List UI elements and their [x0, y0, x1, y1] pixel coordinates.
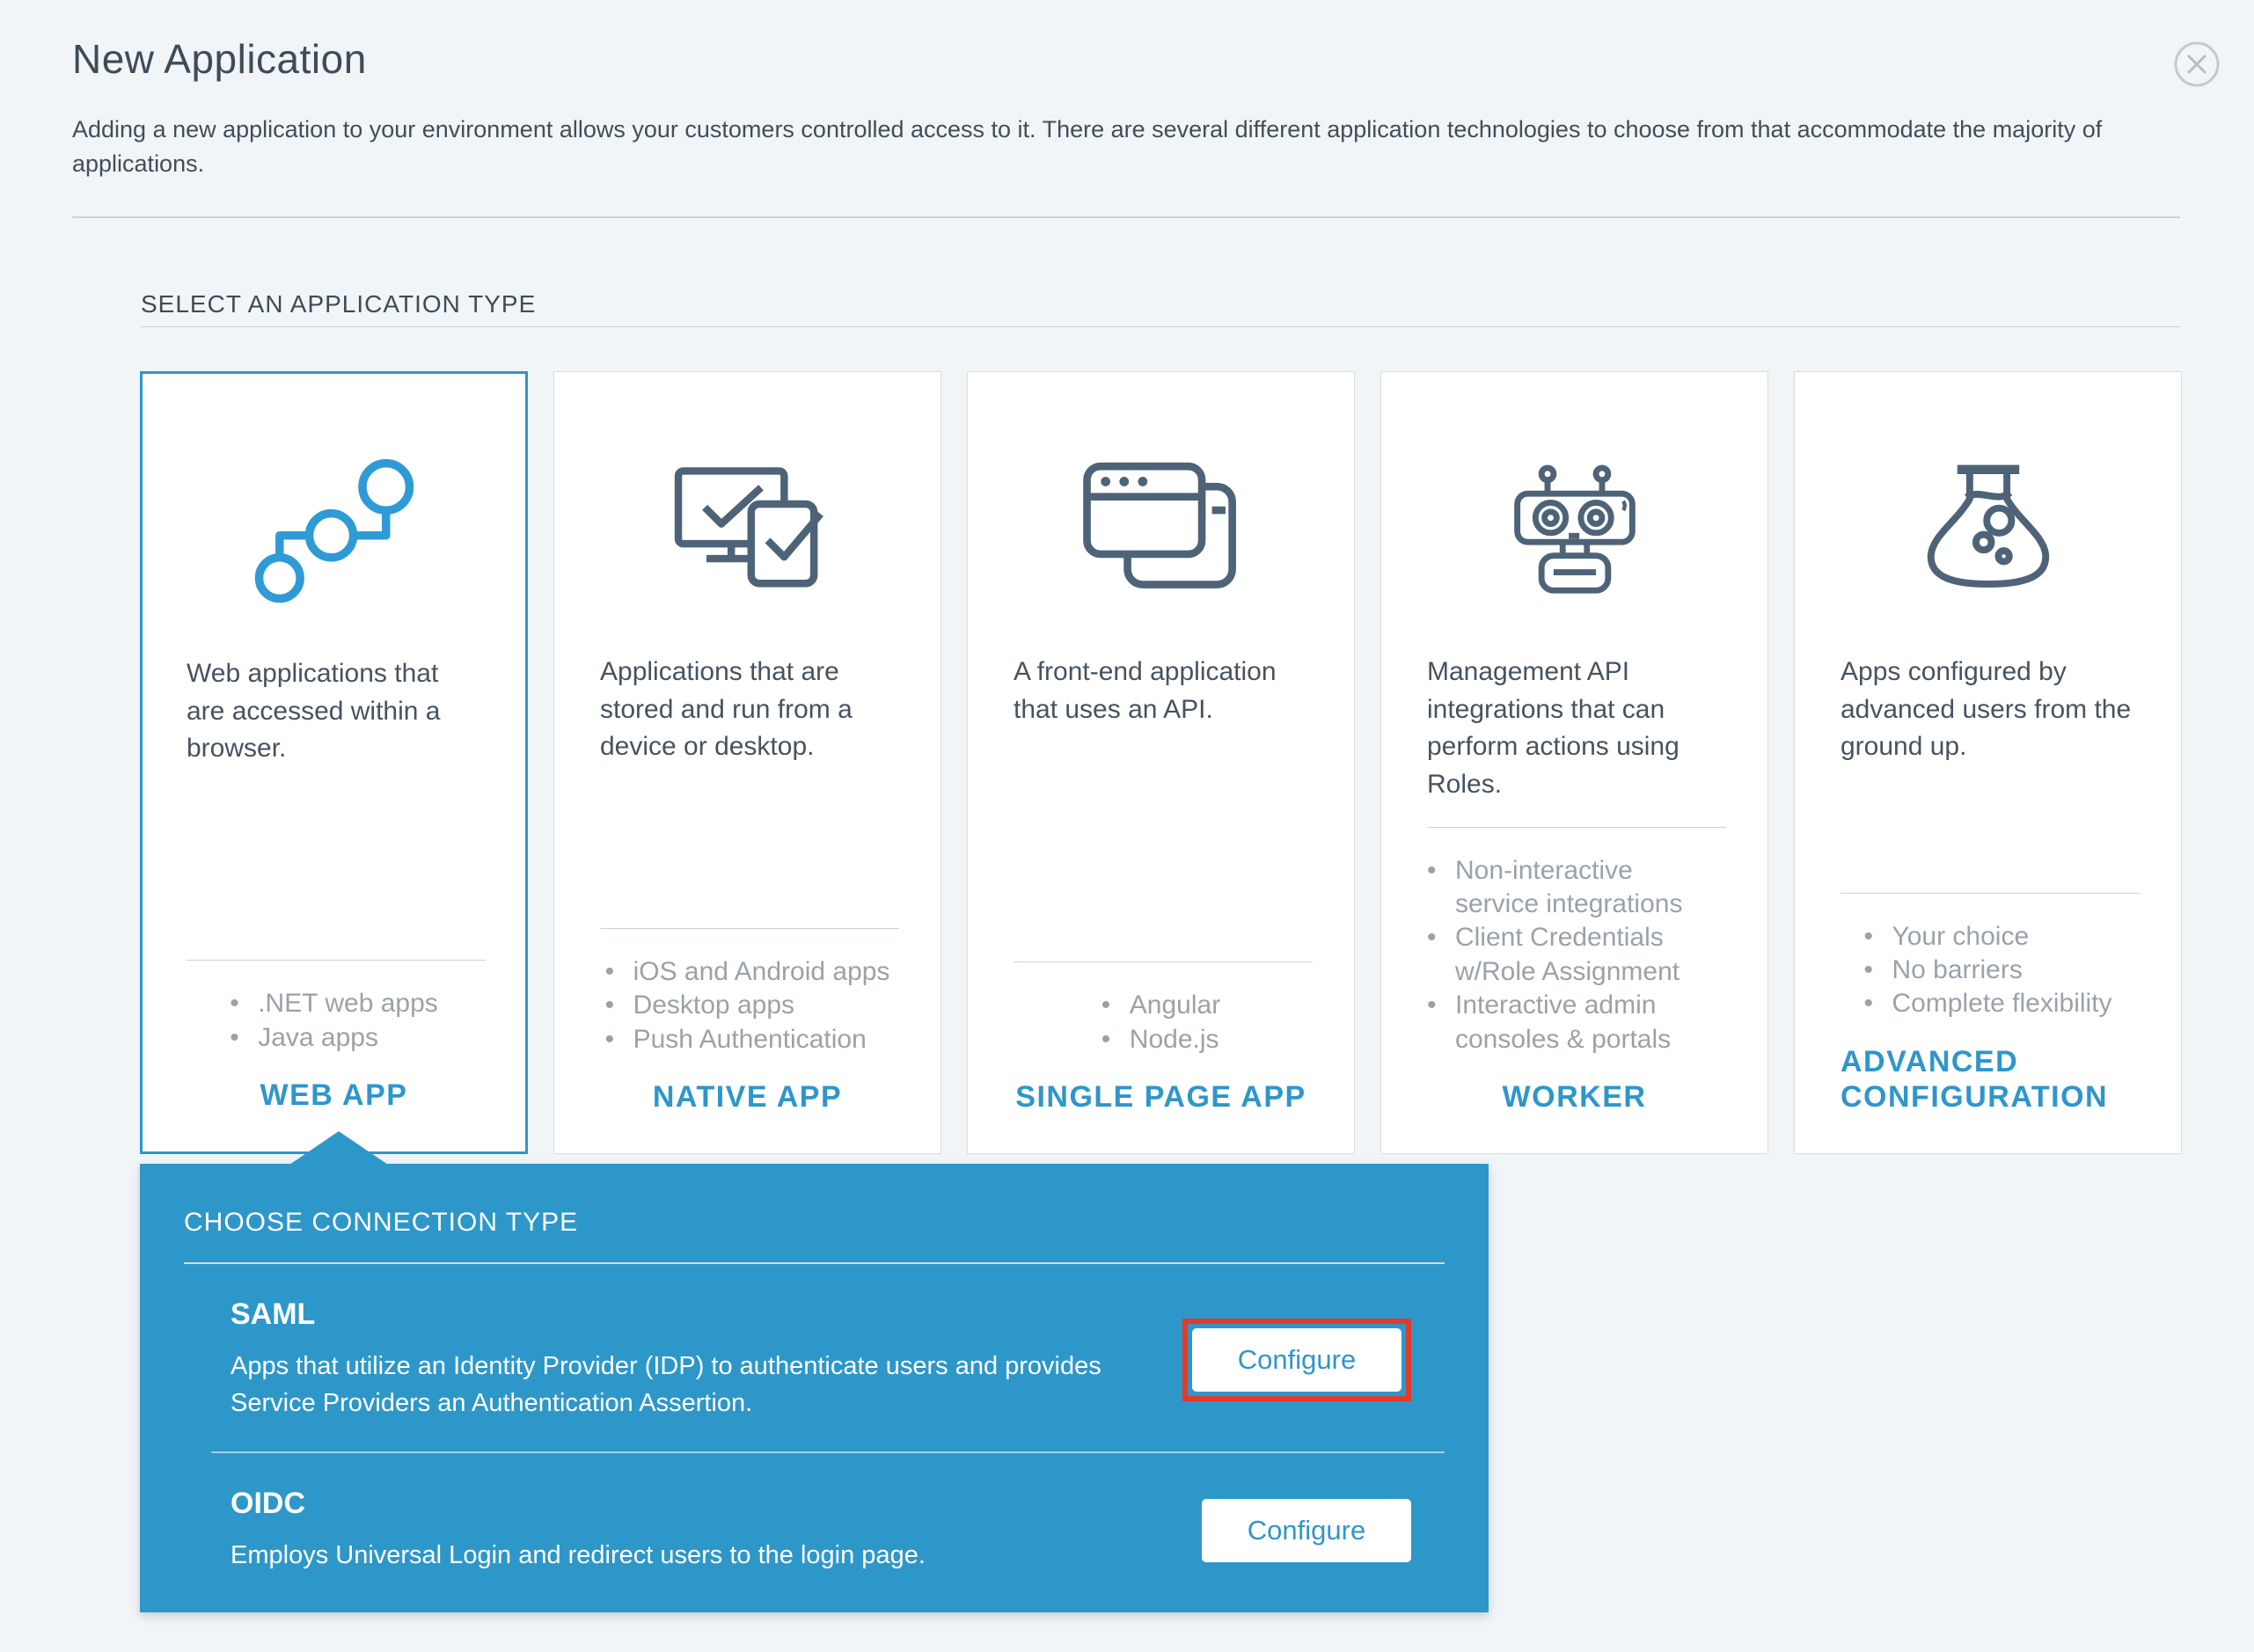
close-button[interactable]: [2173, 40, 2221, 88]
card-single-page-app[interactable]: [967, 371, 1355, 1154]
oidc-option-description: Employs Universal Login and redirect users to the login page.: [231, 1541, 926, 1570]
card-bullet-list: [1101, 989, 1220, 1056]
bullet-item: • No barriers: [1863, 954, 2111, 987]
oidc-configure-button[interactable]: Configure: [1202, 1499, 1411, 1562]
bullet-item: • .NET web apps: [230, 987, 438, 1020]
bullet-item: • Java apps: [230, 1021, 438, 1055]
card-divider: [187, 960, 486, 961]
card-bullet-list: [1427, 854, 1722, 1056]
card-description: Web applications that are accessed within a browser.: [187, 659, 441, 764]
saml-option-description: Apps that utilize an Identity Provider (IDP) to authenticate users and provides Service Providers an Authentication Assertion.: [231, 1352, 1101, 1418]
section-heading: SELECT AN APPLICATION TYPE: [141, 290, 537, 318]
devices-check-icon: [600, 423, 895, 641]
card-description: Applications that are stored and run from a device or desktop.: [600, 657, 853, 762]
bullet-item: • Client Credentials w/Role Assignment: [1427, 921, 1722, 989]
card-web-app[interactable]: [140, 371, 528, 1154]
bullet-item: • Non-interactive service integrations: [1427, 854, 1722, 922]
bullet-item: • Node.js: [1101, 1023, 1220, 1056]
dialog-description: Adding a new application to your environment allows your customers controlled access to it. There are several different application technologies to choose from that accommodate the majority of applications.: [72, 116, 2103, 178]
bullet-item: • Interactive admin consoles & portals: [1427, 989, 1722, 1056]
card-divider: [1427, 827, 1726, 828]
panel-caret-up: [289, 1131, 388, 1165]
card-description: A front-end application that uses an API.: [1014, 657, 1277, 724]
bullet-item: • Angular: [1101, 989, 1220, 1022]
browser-windows-icon: [1014, 423, 1308, 641]
page-title: New Application: [72, 36, 367, 82]
card-native-app[interactable]: [553, 371, 941, 1154]
bullet-item: • Push Authentication: [605, 1023, 890, 1056]
flask-icon: [1841, 423, 2135, 641]
saml-option-name: SAML: [231, 1297, 316, 1331]
card-divider: [1014, 961, 1313, 962]
card-label-single-page-app: SINGLE PAGE APP: [1015, 1079, 1306, 1114]
card-description: Apps configured by advanced users from the ground up.: [1841, 657, 2132, 762]
connection-panel-heading: CHOOSE CONNECTION TYPE: [184, 1208, 579, 1237]
section-heading-divider: [141, 326, 2180, 327]
robot-icon: [1427, 423, 1722, 641]
card-bullet-list: [605, 955, 890, 1056]
card-description: Management API integrations that can perform actions using Roles.: [1427, 657, 1680, 799]
card-divider: [1841, 893, 2140, 894]
oidc-option-name: OIDC: [231, 1487, 305, 1521]
card-label-advanced-configuration: ADVANCED CONFIGURATION: [1841, 1044, 2109, 1114]
header-divider: [72, 216, 2180, 218]
card-label-worker: WORKER: [1502, 1079, 1647, 1114]
card-label-native-app: NATIVE APP: [652, 1079, 843, 1114]
bullet-item: • Complete flexibility: [1863, 987, 2111, 1020]
annotation-highlight-box: [1182, 1319, 1411, 1401]
card-worker[interactable]: [1380, 371, 1768, 1154]
saml-configure-button[interactable]: Configure: [1192, 1328, 1401, 1392]
bullet-item: • Desktop apps: [605, 989, 890, 1022]
connection-type-panel: [140, 1164, 1489, 1612]
application-type-cards: [140, 371, 2181, 1154]
connection-option-saml: [140, 1264, 1489, 1422]
bullet-item: • iOS and Android apps: [605, 955, 890, 989]
circle-x-icon: [2173, 40, 2221, 88]
card-advanced-configuration[interactable]: [1794, 371, 2182, 1154]
connection-option-oidc: [140, 1453, 1489, 1574]
card-bullet-list: [230, 987, 438, 1055]
card-label-web-app: WEB APP: [260, 1078, 408, 1112]
card-divider: [600, 928, 899, 929]
card-bullet-list: [1863, 920, 2111, 1021]
workflow-nodes-icon: [187, 425, 481, 643]
bullet-item: • Your choice: [1863, 920, 2111, 954]
